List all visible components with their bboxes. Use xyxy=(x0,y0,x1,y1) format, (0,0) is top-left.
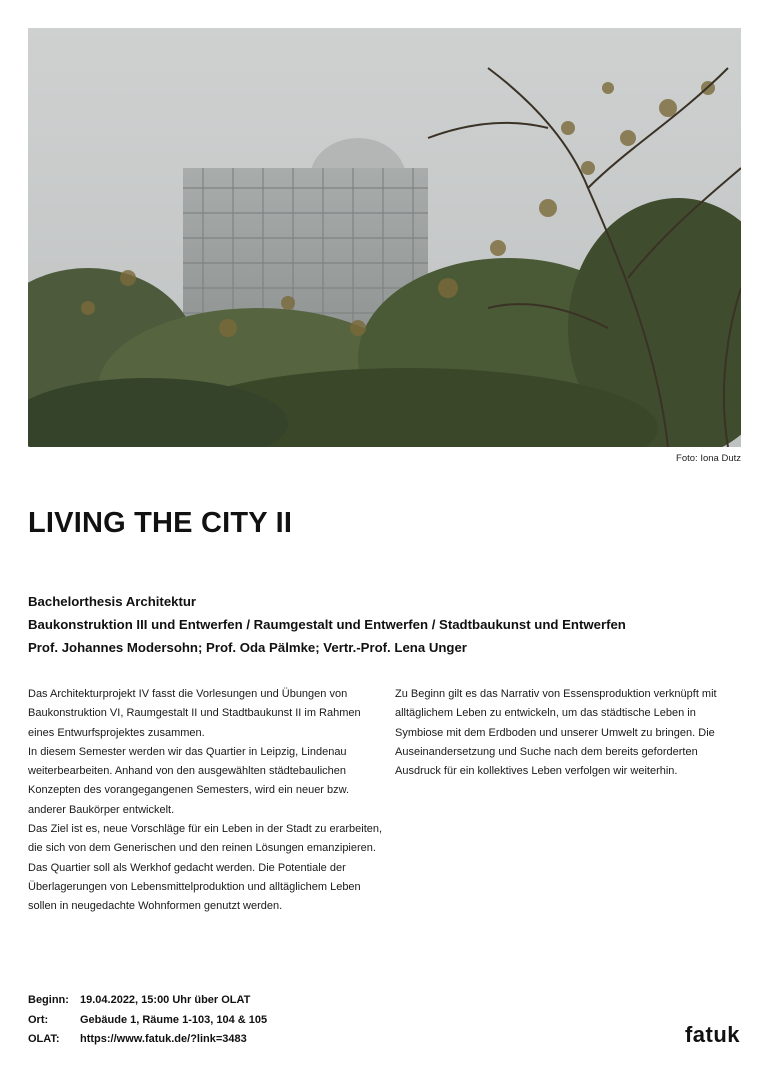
subjects-line: Baukonstruktion III und Entwerfen / Raumgestalt und Entwerfen / Stadtbaukunst und Entwerfen xyxy=(28,617,626,632)
body-paragraph: Das Architekturprojekt IV fasst die Vorlesungen und Übungen von Baukonstruktion VI, Raumgestalt II und Stadtbaukunst II im Rahmen eines Entwurfsprojektes zusammen. xyxy=(28,688,361,739)
page-title: LIVING THE CITY II xyxy=(28,507,293,539)
body-left-column xyxy=(28,685,383,917)
body-paragraph: Das Ziel ist es, neue Vorschläge für ein Leben in der Stadt zu erarbeiten, die sich von dem Generischen und den reinen Lösungen emanzipieren. Das Quartier soll als Werkhof gedacht werden. Die Potentiale der Überlagerungen von Lebensmittelproduktion und alltäglichem Leben sollen in neugedachte Wohnformen genutzt werden. xyxy=(28,823,383,913)
info-value: 19.04.2022, 15:00 Uhr über OLAT xyxy=(80,994,251,1006)
program-line: Bachelorthesis Architektur xyxy=(28,594,197,609)
course-info xyxy=(28,991,267,1050)
photo-credit: Foto: Iona Dutz xyxy=(676,453,741,464)
body-paragraph: In diesem Semester werden wir das Quartier in Leipzig, Lindenau weiterbearbeiten. Anhand von den ausgewählten städtebaulichen Konzepten des vorangegangenen Semesters, wird ein neuer bzw. anderer Baukörper entwickelt. xyxy=(28,745,350,816)
info-row-place xyxy=(28,1011,267,1031)
body-right-column xyxy=(395,685,740,781)
professors-line: Prof. Johannes Modersohn; Prof. Oda Pälmke; Vertr.-Prof. Lena Unger xyxy=(28,640,467,655)
hero-photo xyxy=(28,28,741,447)
info-value: Gebäude 1, Räume 1-103, 104 & 105 xyxy=(80,1013,268,1026)
info-label: Ort: xyxy=(28,1013,49,1026)
body-paragraph: Zu Beginn gilt es das Narrativ von Essensproduktion verknüpft mit alltäglichem Leben zu entwickeln, um das städtische Leben in Symbiose mit dem Erdboden und unserer Umwelt zu bringen. Die Auseinandersetzung und Suche nach dem bereits geforderten Ausdruck für ein kollektives Leben verfolgen wir weiterhin. xyxy=(395,688,717,778)
info-label: OLAT: xyxy=(28,1033,60,1045)
info-row-olat xyxy=(28,1030,267,1050)
course-meta xyxy=(28,590,748,659)
fatuk-logo: fatuk xyxy=(684,1022,740,1047)
olat-link[interactable]: https://www.fatuk.de/?link=3483 xyxy=(80,1033,247,1045)
foggy-building-image xyxy=(28,28,741,447)
info-row-begin xyxy=(28,991,267,1011)
info-label: Beginn: xyxy=(28,994,69,1006)
